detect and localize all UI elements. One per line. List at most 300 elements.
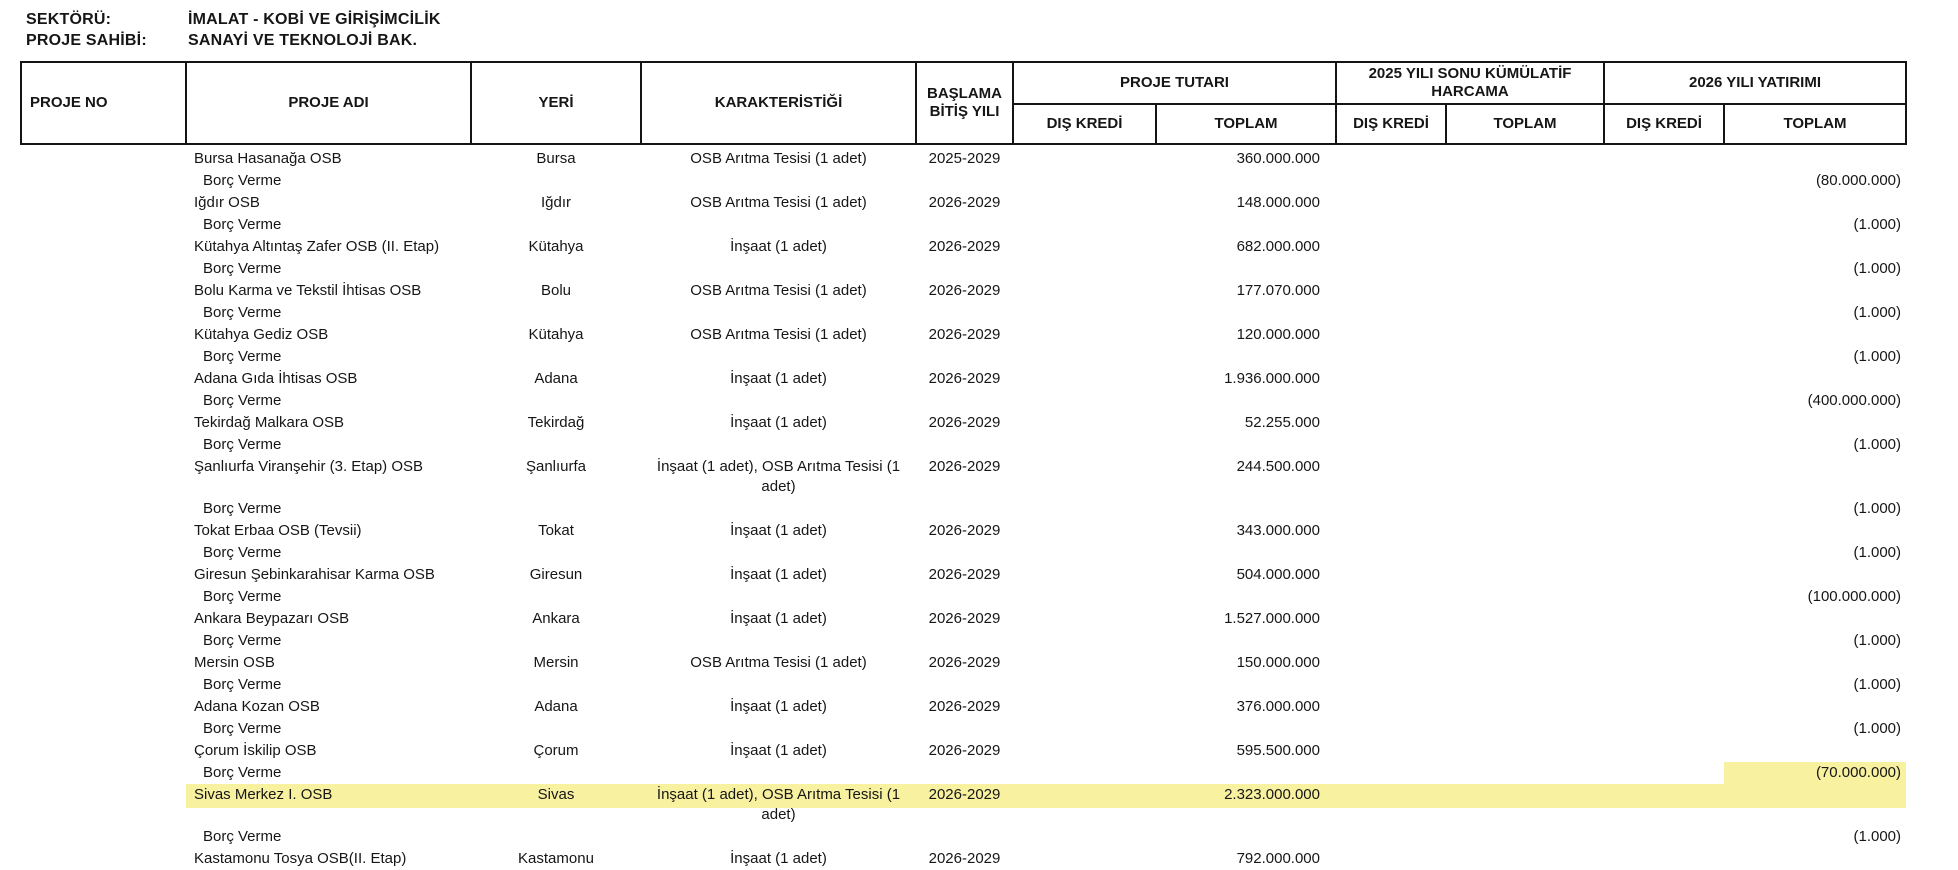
cell-kumulatif-dis-kredi [1336, 434, 1446, 456]
cell-tutari-toplam: 2.323.000.000 [1156, 784, 1336, 826]
cell-proje-no [21, 740, 186, 762]
table-row [21, 236, 1906, 258]
cell-proje-adi: Borç Verme [203, 348, 282, 365]
cell-kumulatif-toplam [1446, 412, 1604, 434]
cell-tutari-dis-kredi [1013, 652, 1156, 674]
cell-kumulatif-toplam [1446, 434, 1604, 456]
cell-karakteristik [641, 258, 916, 280]
cell-2026-toplam [1724, 696, 1906, 718]
cell-proje-no [21, 302, 186, 324]
cell-proje-adi: Borç Verme [203, 828, 282, 845]
cell-2026-toplam [1724, 192, 1906, 214]
cell-tutari-toplam: 148.000.000 [1236, 194, 1320, 211]
cell-karakteristik [641, 390, 916, 412]
cell-proje-no [21, 762, 186, 784]
cell-tutari-dis-kredi [1013, 390, 1156, 412]
cell-proje-no [21, 674, 186, 696]
table-header [21, 62, 1906, 144]
cell-proje-adi: Kastamonu Tosya OSB(II. Etap) [194, 850, 407, 867]
cell-tutari-dis-kredi [1013, 434, 1156, 456]
cell-baslama-bitis [916, 434, 1013, 456]
cell-proje-no [21, 498, 186, 520]
cell-2026-toplam [1724, 456, 1906, 498]
cell-2026-toplam [1724, 412, 1906, 434]
cell-2026-dis-kredi [1604, 456, 1724, 498]
cell-kumulatif-toplam [1446, 258, 1604, 280]
table-row [21, 630, 1906, 652]
sector-label: SEKTÖRÜ: [26, 11, 112, 28]
cell-proje-adi: Borç Verme [203, 632, 282, 649]
cell-kumulatif-toplam [1446, 236, 1604, 258]
cell-proje-adi: Iğdır OSB [194, 194, 260, 211]
cell-kumulatif-toplam [1446, 784, 1604, 826]
table-row [21, 412, 1906, 434]
cell-tutari-toplam [1156, 542, 1336, 564]
cell-proje-no [21, 784, 186, 826]
cell-kumulatif-dis-kredi [1336, 170, 1446, 192]
table-row [21, 192, 1906, 214]
cell-2026-toplam: (1.000) [1853, 544, 1902, 561]
cell-baslama-bitis: 2026-2029 [928, 654, 1001, 671]
cell-karakteristik: İnşaat (1 adet) [730, 566, 827, 583]
cell-2026-toplam: (1.000) [1853, 500, 1902, 517]
cell-yeri: Adana [534, 698, 578, 715]
cell-proje-no [21, 630, 186, 652]
cell-proje-no [21, 826, 186, 848]
cell-yeri [471, 302, 641, 324]
cell-tutari-dis-kredi [1013, 520, 1156, 542]
cell-proje-no [21, 214, 186, 236]
cell-2026-dis-kredi [1604, 696, 1724, 718]
cell-kumulatif-dis-kredi [1336, 302, 1446, 324]
cell-karakteristik [641, 170, 916, 192]
table-row [21, 718, 1906, 740]
cell-tutari-dis-kredi [1013, 740, 1156, 762]
cell-kumulatif-toplam [1446, 674, 1604, 696]
table-row [21, 826, 1906, 848]
cell-2026-dis-kredi [1604, 214, 1724, 236]
cell-baslama-bitis [916, 214, 1013, 236]
cell-kumulatif-toplam [1446, 214, 1604, 236]
cell-2026-dis-kredi [1604, 652, 1724, 674]
header-2026-yatirimi: 2026 YILI YATIRIMI [1604, 62, 1906, 104]
cell-proje-no [21, 652, 186, 674]
cell-2026-toplam [1724, 280, 1906, 302]
cell-tutari-toplam: 150.000.000 [1236, 654, 1320, 671]
cell-2026-dis-kredi [1604, 258, 1724, 280]
cell-baslama-bitis [916, 346, 1013, 368]
cell-tutari-toplam [1156, 258, 1336, 280]
cell-karakteristik [641, 586, 916, 608]
cell-kumulatif-dis-kredi [1336, 718, 1446, 740]
cell-baslama-bitis [916, 390, 1013, 412]
cell-kumulatif-toplam [1446, 456, 1604, 498]
cell-yeri: Bolu [540, 282, 572, 299]
cell-proje-no [21, 170, 186, 192]
cell-2026-toplam: (1.000) [1853, 348, 1902, 365]
cell-proje-no [21, 390, 186, 412]
cell-2026-dis-kredi [1604, 784, 1724, 826]
cell-kumulatif-dis-kredi [1336, 630, 1446, 652]
cell-kumulatif-dis-kredi [1336, 520, 1446, 542]
cell-2026-toplam: (70.000.000) [1724, 762, 1906, 784]
cell-proje-no [21, 324, 186, 346]
cell-yeri: Sivas [471, 784, 641, 826]
cell-tutari-dis-kredi [1013, 258, 1156, 280]
cell-tutari-toplam: 244.500.000 [1236, 458, 1320, 475]
cell-karakteristik [641, 346, 916, 368]
cell-kumulatif-dis-kredi [1336, 848, 1446, 870]
cell-tutari-dis-kredi [1013, 608, 1156, 630]
cell-2026-dis-kredi [1604, 280, 1724, 302]
projects-table [20, 61, 1907, 870]
cell-kumulatif-toplam [1446, 762, 1604, 784]
cell-tutari-toplam [1156, 630, 1336, 652]
subheader-toplam: TOPLAM [1156, 104, 1336, 144]
cell-2026-toplam: (1.000) [1853, 632, 1902, 649]
cell-proje-adi: Bolu Karma ve Tekstil İhtisas OSB [194, 282, 422, 299]
project-owner-value: SANAYİ VE TEKNOLOJİ BAK. [188, 32, 418, 49]
cell-tutari-toplam [1156, 826, 1336, 848]
table-row [21, 258, 1906, 280]
cell-2026-dis-kredi [1604, 368, 1724, 390]
cell-proje-no [21, 718, 186, 740]
cell-tutari-toplam: 595.500.000 [1236, 742, 1320, 759]
cell-yeri [471, 674, 641, 696]
cell-2026-dis-kredi [1604, 144, 1724, 170]
cell-baslama-bitis: 2026-2029 [928, 566, 1001, 583]
cell-tutari-dis-kredi [1013, 412, 1156, 434]
cell-tutari-toplam [1156, 718, 1336, 740]
cell-baslama-bitis: 2026-2029 [928, 610, 1001, 627]
cell-karakteristik [641, 542, 916, 564]
table-row [21, 586, 1906, 608]
cell-tutari-dis-kredi [1013, 630, 1156, 652]
cell-2026-dis-kredi [1604, 542, 1724, 564]
cell-proje-no [21, 192, 186, 214]
cell-yeri [471, 434, 641, 456]
table-row [21, 280, 1906, 302]
cell-kumulatif-dis-kredi [1336, 258, 1446, 280]
cell-2026-toplam: (1.000) [1853, 828, 1902, 845]
cell-yeri [471, 630, 641, 652]
cell-proje-no [21, 608, 186, 630]
cell-kumulatif-dis-kredi [1336, 652, 1446, 674]
sector-value: İMALAT - KOBİ VE GİRİŞİMCİLİK [188, 11, 441, 28]
cell-2026-dis-kredi [1604, 498, 1724, 520]
cell-proje-adi: Borç Verme [203, 720, 282, 737]
cell-2026-dis-kredi [1604, 302, 1724, 324]
cell-tutari-toplam [1156, 346, 1336, 368]
cell-2026-toplam: (80.000.000) [1815, 172, 1902, 189]
cell-tutari-dis-kredi [1013, 674, 1156, 696]
cell-karakteristik: OSB Arıtma Tesisi (1 adet) [690, 282, 867, 299]
table-row [21, 740, 1906, 762]
cell-proje-no [21, 280, 186, 302]
cell-2026-dis-kredi [1604, 520, 1724, 542]
cell-baslama-bitis [916, 586, 1013, 608]
table-row [21, 696, 1906, 718]
cell-tutari-dis-kredi [1013, 762, 1156, 784]
cell-kumulatif-dis-kredi [1336, 390, 1446, 412]
cell-tutari-toplam: 120.000.000 [1236, 326, 1320, 343]
cell-yeri [471, 542, 641, 564]
cell-2026-toplam: (1.000) [1853, 216, 1902, 233]
cell-2026-dis-kredi [1604, 412, 1724, 434]
cell-karakteristik: OSB Arıtma Tesisi (1 adet) [690, 194, 867, 211]
cell-baslama-bitis [916, 674, 1013, 696]
cell-tutari-dis-kredi [1013, 302, 1156, 324]
cell-baslama-bitis [916, 258, 1013, 280]
cell-proje-adi: Borç Verme [203, 764, 282, 781]
cell-yeri [471, 390, 641, 412]
subheader-toplam: TOPLAM [1446, 104, 1604, 144]
cell-tutari-toplam [1156, 302, 1336, 324]
cell-baslama-bitis: 2026-2029 [928, 414, 1001, 431]
cell-karakteristik: OSB Arıtma Tesisi (1 adet) [690, 326, 867, 343]
cell-baslama-bitis: 2026-2029 [928, 370, 1001, 387]
cell-2026-dis-kredi [1604, 848, 1724, 870]
document-page [0, 9, 1958, 867]
cell-2026-toplam: (1.000) [1853, 720, 1902, 737]
cell-yeri [471, 214, 641, 236]
table-row [21, 520, 1906, 542]
cell-proje-no [21, 144, 186, 170]
cell-kumulatif-dis-kredi [1336, 214, 1446, 236]
table-row [21, 456, 1906, 498]
cell-karakteristik: İnşaat (1 adet) [730, 522, 827, 539]
document-meta [26, 9, 1958, 51]
cell-proje-adi: Borç Verme [203, 676, 282, 693]
cell-proje-adi: Adana Kozan OSB [194, 698, 320, 715]
cell-karakteristik: İnşaat (1 adet) [730, 698, 827, 715]
cell-proje-adi: Borç Verme [203, 436, 282, 453]
cell-proje-adi: Kütahya Gediz OSB [194, 326, 329, 343]
cell-yeri: Kastamonu [518, 850, 594, 867]
cell-karakteristik [641, 302, 916, 324]
cell-yeri: Çorum [533, 742, 579, 759]
cell-tutari-dis-kredi [1013, 542, 1156, 564]
cell-yeri: Iğdır [540, 194, 571, 211]
cell-kumulatif-dis-kredi [1336, 144, 1446, 170]
cell-proje-adi: Sivas Merkez I. OSB [186, 784, 471, 826]
cell-2026-toplam: (1.000) [1853, 676, 1902, 693]
cell-kumulatif-toplam [1446, 520, 1604, 542]
cell-2026-toplam: (1.000) [1853, 260, 1902, 277]
cell-2026-toplam: (1.000) [1853, 304, 1902, 321]
cell-karakteristik [641, 630, 916, 652]
cell-kumulatif-dis-kredi [1336, 564, 1446, 586]
cell-proje-no [21, 564, 186, 586]
cell-2026-dis-kredi [1604, 826, 1724, 848]
cell-2026-dis-kredi [1604, 324, 1724, 346]
cell-proje-no [21, 456, 186, 498]
cell-proje-adi: Adana Gıda İhtisas OSB [194, 370, 358, 387]
cell-kumulatif-toplam [1446, 608, 1604, 630]
cell-kumulatif-toplam [1446, 740, 1604, 762]
cell-tutari-dis-kredi [1013, 192, 1156, 214]
cell-baslama-bitis: 2026-2029 [928, 282, 1001, 299]
cell-tutari-dis-kredi [1013, 456, 1156, 498]
cell-proje-no [21, 258, 186, 280]
cell-kumulatif-toplam [1446, 390, 1604, 412]
cell-tutari-toplam: 376.000.000 [1236, 698, 1320, 715]
cell-kumulatif-dis-kredi [1336, 608, 1446, 630]
cell-tutari-dis-kredi [1013, 718, 1156, 740]
cell-tutari-dis-kredi [1013, 368, 1156, 390]
table-row [21, 652, 1906, 674]
cell-2026-dis-kredi [1604, 236, 1724, 258]
cell-yeri [471, 718, 641, 740]
cell-baslama-bitis [916, 542, 1013, 564]
cell-tutari-dis-kredi [1013, 586, 1156, 608]
table-row [21, 324, 1906, 346]
cell-proje-adi: Ankara Beypazarı OSB [194, 610, 350, 627]
cell-kumulatif-dis-kredi [1336, 236, 1446, 258]
cell-yeri: Şanlıurfa [525, 458, 587, 475]
cell-karakteristik: İnşaat (1 adet) [730, 238, 827, 255]
table-row [21, 214, 1906, 236]
cell-yeri: Giresun [529, 566, 583, 583]
cell-tutari-toplam [1156, 390, 1336, 412]
cell-proje-adi: Borç Verme [203, 500, 282, 517]
cell-2026-dis-kredi [1604, 192, 1724, 214]
cell-karakteristik: İnşaat (1 adet), OSB Arıtma Tesisi (1 adet) [641, 784, 916, 826]
cell-2026-toplam [1724, 144, 1906, 170]
cell-kumulatif-dis-kredi [1336, 674, 1446, 696]
cell-baslama-bitis: 2026-2029 [928, 742, 1001, 759]
subheader-toplam: TOPLAM [1724, 104, 1906, 144]
cell-tutari-toplam [1156, 434, 1336, 456]
cell-tutari-toplam [1156, 762, 1336, 784]
cell-2026-toplam [1724, 784, 1906, 826]
cell-kumulatif-dis-kredi [1336, 412, 1446, 434]
cell-2026-toplam [1724, 236, 1906, 258]
cell-kumulatif-dis-kredi [1336, 280, 1446, 302]
cell-tutari-toplam [1156, 586, 1336, 608]
cell-baslama-bitis [916, 498, 1013, 520]
cell-baslama-bitis [916, 170, 1013, 192]
cell-tutari-dis-kredi [1013, 236, 1156, 258]
cell-karakteristik: İnşaat (1 adet) [730, 742, 827, 759]
cell-karakteristik: İnşaat (1 adet) [730, 610, 827, 627]
cell-tutari-dis-kredi [1013, 848, 1156, 870]
cell-2026-toplam [1724, 848, 1906, 870]
cell-baslama-bitis: 2025-2029 [928, 150, 1001, 167]
cell-proje-adi: Borç Verme [203, 544, 282, 561]
cell-yeri: Adana [534, 370, 578, 387]
header-karakteristigi: KARAKTERİSTİĞİ [641, 62, 916, 144]
table-row [21, 498, 1906, 520]
cell-tutari-dis-kredi [1013, 826, 1156, 848]
cell-2026-dis-kredi [1604, 630, 1724, 652]
cell-karakteristik [641, 674, 916, 696]
subheader-dis-kredi: DIŞ KREDİ [1336, 104, 1446, 144]
cell-2026-toplam [1724, 368, 1906, 390]
cell-kumulatif-dis-kredi [1336, 324, 1446, 346]
cell-2026-dis-kredi [1604, 564, 1724, 586]
cell-baslama-bitis: 2026-2029 [928, 326, 1001, 343]
cell-tutari-dis-kredi [1013, 784, 1156, 826]
header-proje-no: PROJE NO [21, 62, 186, 144]
subheader-dis-kredi: DIŞ KREDİ [1604, 104, 1724, 144]
cell-yeri: Tekirdağ [527, 414, 585, 431]
cell-baslama-bitis: 2026-2029 [928, 238, 1001, 255]
cell-baslama-bitis: 2026-2029 [928, 458, 1001, 475]
cell-2026-toplam [1724, 608, 1906, 630]
cell-tutari-dis-kredi [1013, 346, 1156, 368]
cell-baslama-bitis [916, 826, 1013, 848]
cell-kumulatif-toplam [1446, 826, 1604, 848]
cell-tutari-dis-kredi [1013, 324, 1156, 346]
table-row [21, 674, 1906, 696]
cell-tutari-dis-kredi [1013, 498, 1156, 520]
cell-kumulatif-dis-kredi [1336, 696, 1446, 718]
header-proje-tutari: PROJE TUTARI [1013, 62, 1336, 104]
header-baslama-bitis-yili: BAŞLAMA BİTİŞ YILI [916, 62, 1013, 144]
cell-kumulatif-toplam [1446, 280, 1604, 302]
cell-kumulatif-toplam [1446, 192, 1604, 214]
cell-karakteristik [641, 214, 916, 236]
cell-proje-adi: Borç Verme [203, 304, 282, 321]
cell-proje-adi: Borç Verme [203, 216, 282, 233]
cell-proje-no [21, 368, 186, 390]
cell-karakteristik: OSB Arıtma Tesisi (1 adet) [690, 150, 867, 167]
table-row [21, 564, 1906, 586]
cell-2026-dis-kredi [1604, 346, 1724, 368]
cell-kumulatif-toplam [1446, 170, 1604, 192]
cell-proje-adi: Borç Verme [203, 172, 282, 189]
cell-karakteristik: İnşaat (1 adet) [730, 370, 827, 387]
cell-2026-toplam: (100.000.000) [1807, 588, 1902, 605]
cell-kumulatif-toplam [1446, 718, 1604, 740]
cell-tutari-dis-kredi [1013, 564, 1156, 586]
cell-karakteristik: İnşaat (1 adet) [730, 850, 827, 867]
cell-proje-no [21, 412, 186, 434]
cell-yeri [471, 586, 641, 608]
table-row [21, 608, 1906, 630]
cell-yeri [471, 258, 641, 280]
cell-baslama-bitis: 2026-2029 [928, 698, 1001, 715]
table-row [21, 848, 1906, 870]
cell-kumulatif-dis-kredi [1336, 368, 1446, 390]
cell-kumulatif-dis-kredi [1336, 498, 1446, 520]
cell-proje-adi: Tokat Erbaa OSB (Tevsii) [194, 522, 362, 539]
table-row [21, 170, 1906, 192]
cell-tutari-toplam [1156, 674, 1336, 696]
table-row [21, 368, 1906, 390]
cell-kumulatif-toplam [1446, 586, 1604, 608]
cell-kumulatif-dis-kredi [1336, 346, 1446, 368]
cell-kumulatif-dis-kredi [1336, 542, 1446, 564]
cell-yeri: Ankara [532, 610, 580, 627]
cell-proje-no [21, 542, 186, 564]
cell-tutari-dis-kredi [1013, 144, 1156, 170]
cell-tutari-toplam: 177.070.000 [1236, 282, 1320, 299]
cell-proje-no [21, 236, 186, 258]
cell-kumulatif-dis-kredi [1336, 586, 1446, 608]
cell-yeri [471, 170, 641, 192]
cell-proje-adi: Şanlıurfa Viranşehir (3. Etap) OSB [194, 458, 423, 475]
cell-baslama-bitis: 2026-2029 [928, 522, 1001, 539]
cell-karakteristik [641, 826, 916, 848]
cell-kumulatif-toplam [1446, 630, 1604, 652]
cell-tutari-toplam: 343.000.000 [1236, 522, 1320, 539]
cell-karakteristik: OSB Arıtma Tesisi (1 adet) [690, 654, 867, 671]
cell-proje-adi: Kütahya Altıntaş Zafer OSB (II. Etap) [194, 238, 440, 255]
table-row [21, 346, 1906, 368]
cell-proje-adi: Tekirdağ Malkara OSB [194, 414, 345, 431]
